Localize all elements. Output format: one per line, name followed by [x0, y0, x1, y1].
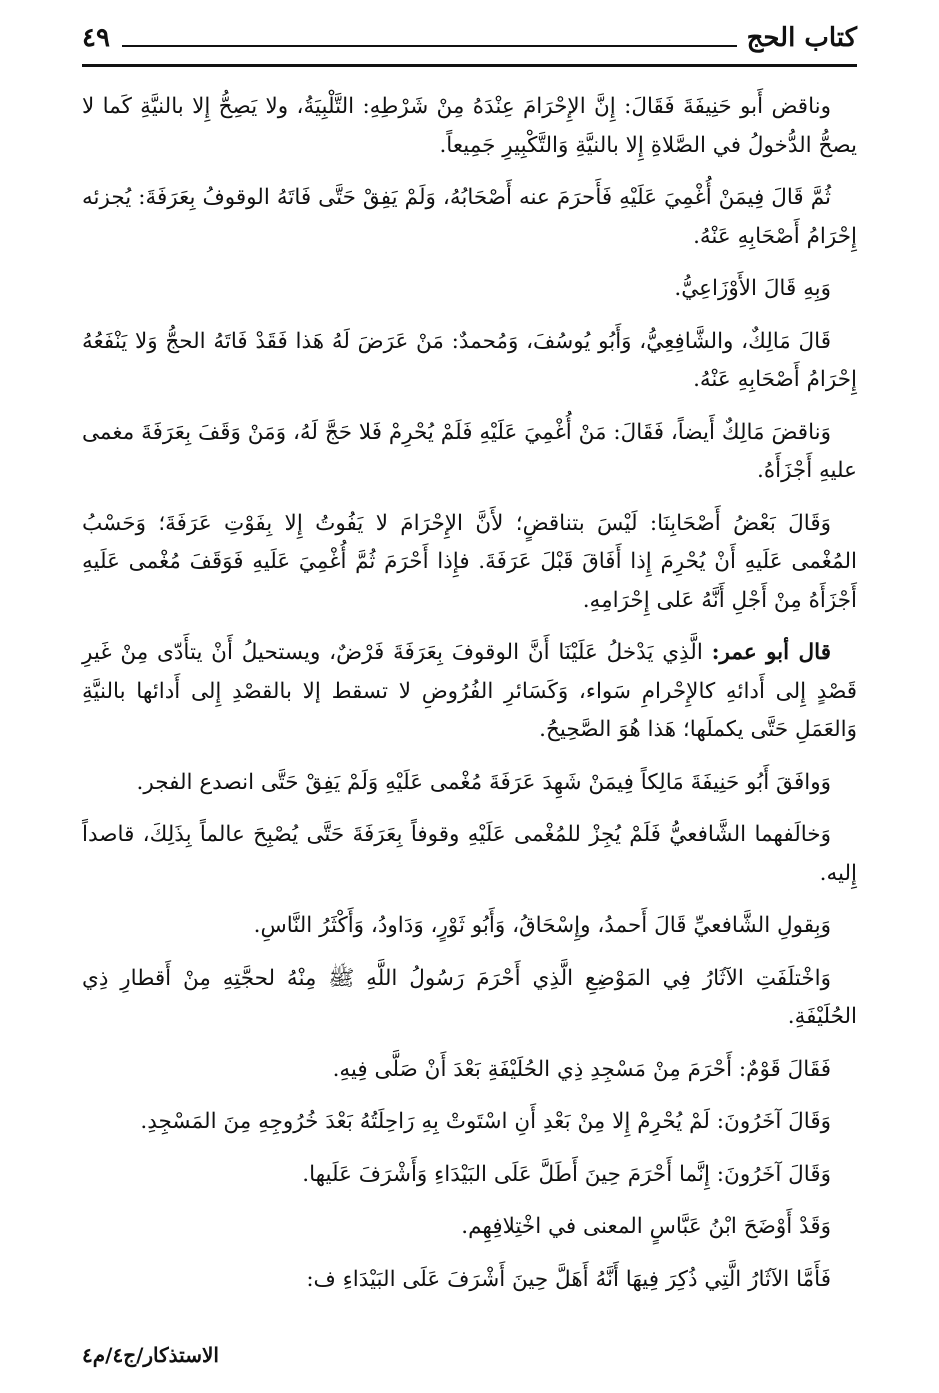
paragraph-text: وَقَالَ آخَرُونَ: لَمْ يُحْرِمْ إِلا مِنْ بَعْدِ أَنِ اسْتَوتْ بِهِ رَاحِلَتُهُ بَعْدَ خُرُوجِهِ مِنَ المَسْجِدِ.: [140, 1109, 831, 1134]
paragraph-text: وَقَالَ آخَرُونَ: إِنَّما أَحْرَمَ حِينَ أَطَلَّ عَلَى البَيْدَاءِ وَأَشْرَفَ عَلَيها.: [302, 1161, 831, 1187]
paragraph: [82, 1051, 857, 1090]
page-header: [82, 18, 857, 66]
paragraph-text: وَناقضَ مَالِكٌ أَيضاً، فَقَالَ: مَنْ أُغْمِيَ عَلَيْهِ فَلَمْ يُحْرِمْ فَلا حَجَّ لَهُ، وَمَنْ وَقَفَ بِعَرَفَةَ مغمى عليهِ أَجْزَأَهُ.: [82, 419, 857, 483]
header-rule: [82, 64, 857, 67]
paragraph-text: قَالَ مَالِكٌ، والشَّافِعِيُّ، وَأَبُو يُوسُفَ، وَمُحمدٌ: مَنْ عَرَضَ لَهُ هَذا فَقَدْ فَاتَهُ الحجُّ وَلا يَنْفَعُهُ إِحْرَامُ أَصْحَابِهِ عَنْهُ.: [82, 328, 857, 392]
paragraph-text: وَاخْتلَفَتِ الآثَارُ فِي المَوْضِعِ الَّذِي أَحْرَمَ رَسُولُ اللَّهِ ﷺ مِنْهُ لحجَّتِهِ مِنْ أَقطارِ ذِي الحُلَيْفَةِ.: [82, 965, 857, 1029]
paragraph-lead: قال أبو عمر:: [711, 640, 831, 665]
paragraph: [82, 1208, 857, 1247]
paragraph: [82, 764, 857, 803]
paragraph: [82, 1261, 857, 1300]
paragraph: [82, 960, 857, 1037]
paragraph-text: وَبِقولِ الشَّافعيِّ قَالَ أَحمدُ، وإِسْحَاقُ، وَأَبُو ثَوْرٍ، وَدَاودُ، وَأَكْثَرُ النَّاسِ.: [253, 913, 831, 938]
paragraph-text: فَقَالَ قَوْمٌ: أَحْرَمَ مِنْ مَسْجِدِ ذِي الحُلَيْفَةِ بَعْدَ أَنْ صَلَّى فِيهِ.: [332, 1056, 831, 1082]
paragraph: [82, 634, 857, 750]
paragraph: [82, 414, 857, 491]
paragraph-text: فَأَمَّا الآثَارُ الَّتِي ذُكِرَ فِيهَا أَنَّهُ أَهَلَّ حِينَ أَشْرَفَ عَلَى البَيْدَاءِ ف:: [306, 1266, 831, 1292]
paragraph-text: ثُمَّ قَالَ فِيمَنْ أُغْمِيَ عَلَيْهِ فَأَحرَمَ عنه أَصْحَابُهُ، وَلَمْ يَفِقْ حَتَّى فَاتَهُ الوقوفُ بِعَرَفَةَ: يُجزئه إِحْرَامُ أَصْحَابِهِ عَنْهُ.: [82, 185, 857, 249]
paragraph-text: وَبِهِ قَالَ الأَوْزَاعِيُّ.: [674, 276, 831, 301]
paragraph: [82, 323, 857, 400]
signature-mark: الاستذكار/ج٤/م٤: [82, 1343, 219, 1367]
header-dash-line: [122, 45, 737, 47]
paragraph: [82, 1103, 857, 1142]
page-body: [82, 88, 857, 1313]
page-number: ٤٩: [82, 23, 110, 53]
paragraph-text: وَوافَقَ أَبُو حَنِيفَةَ مَالِكاً فِيمَنْ شَهِدَ عَرَفَةَ مُغْمى عَلَيْهِ وَلَمْ يَفِقْ حَتَّى انصدع الفجر.: [136, 769, 831, 795]
paragraph-text: وَقَدْ أَوْضَحَ ابْنُ عَبَّاسٍ المعنى في اخْتِلافِهِم.: [461, 1214, 831, 1239]
paragraph: [82, 505, 857, 621]
paragraph-text: وَقَالَ بَعْضُ أَصْحَابِنَا: لَيْسَ بتناقضٍ؛ لأَنَّ الإِحْرَامَ لا يَفُوتُ إِلا بِفَوْتِ عَرَفَةَ؛ وَحَسْبُ المُغْمى عَلَيهِ أَنْ يُحْرِمَ إِذا أَفَاقَ قَبْلَ عَرَفَةَ. فإِذا أَحْرَمَ ثُمَّ أُغْمِيَ عَلَيهِ فَوَقَفَ مُغْمى عَلَيهِ أَجْزَأَهُ مِنْ أَجْلِ أَنَّهُ عَلى إِحْرَامِهِ.: [82, 510, 857, 613]
paragraph: [82, 816, 857, 893]
chapter-title: كتاب الحج: [746, 23, 857, 53]
paragraph-text: وَخالَفهما الشَّافعيُّ فَلَمْ يُجِزْ للمُغْمى عَلَيْهِ وقوفاً بِعَرَفَةَ حَتَّى يُصْبِحَ عالماً بِذَلِكَ، قاصداً إِليه.: [82, 822, 857, 886]
paragraph: [82, 1156, 857, 1195]
paragraph: [82, 907, 857, 946]
paragraph-text: الَّذِي يَدْخلُ عَلَيْنَا أَنَّ الوقوفَ بِعَرَفَةَ فَرْضٌ، ويستحيلُ أَنْ يتأَدّى مِنْ غَيرِ قَصْدٍ إِلى أَدائهِ كالإِحْرامِ سَواء، وَكَسَائرِ الفُرُوضِ لا تسقط إلا بالقصْدِ إِلى أَدائها بالنيَّةِ وَالعَمَلِ حَتَّى يكملَها؛ هَذا هُوَ الصَّحِيحُ.: [82, 640, 857, 742]
paragraph: [82, 270, 857, 309]
paragraph-text: وناقض أَبو حَنِيفَةَ فَقَالَ: إِنَّ الإِحْرَامَ عِنْدَهُ مِنْ شَرْطِهِ: التَّلْبِيَةُ، ولا يَصِحُّ إِلا بالنيَّةِ كَما لا يصحُّ الدُّخولُ في الصَّلاةِ إِلا بالنيَّةِ وَالتَّكْبِيرِ جَمِيعاً.: [82, 94, 857, 158]
paragraph: [82, 88, 857, 165]
paragraph: [82, 179, 857, 256]
